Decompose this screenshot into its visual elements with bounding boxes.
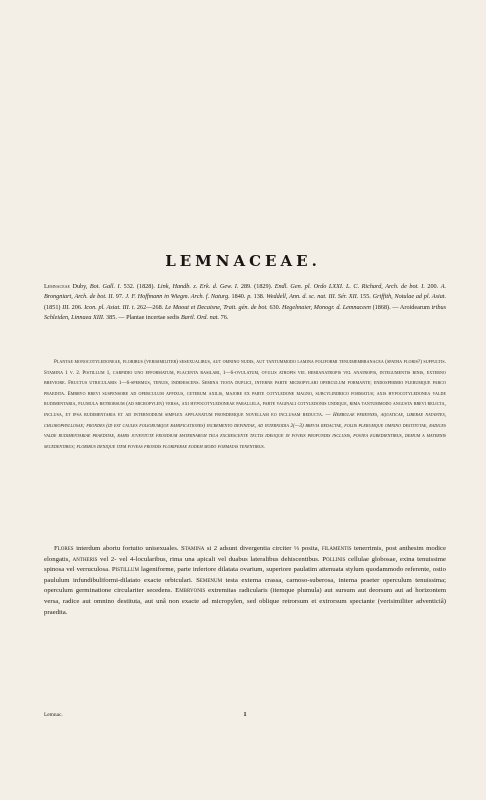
synonymy-text-run: 1840. [229, 293, 248, 301]
synonymy-text-run: 97. [114, 293, 126, 301]
description-term: antheris [72, 555, 98, 563]
description-term: Pollinis [322, 555, 346, 563]
synonymy-text-run: 630. [267, 303, 283, 311]
synonymy-text-run: (1851) [44, 303, 63, 311]
description-text-run: extremitas radicularis (itemque plumula) aut sursum aut deorsum aut ad horizontem versa, radice aut omnino destituta, aut unâ non exacte ad micropylen, sed oblique retrorsum et extrorsum spectante (verisimiliter adventiciâ) praedita. [44, 587, 446, 616]
synonymy-ref: Weddell, Ann. d. sc. nat. III. Sér. XII. [266, 293, 359, 301]
synonymy-text-run: 206. [69, 303, 85, 311]
synonymy-text-run: 385. — Plantae incertae sedis [104, 314, 181, 322]
synonymy-ref: Hegelmaier, Monogr. d. Lemnaceen [282, 303, 371, 311]
synonymy-ref: Endl. Gen. pl. Ordo LXXI. L. C. Richard, Arch. de bot. I. [274, 283, 425, 290]
running-head: Lemnac. [44, 712, 63, 718]
synonymy-paragraph [44, 282, 446, 324]
synonymy-text [44, 282, 446, 324]
synonymy-text-run: 76. [219, 314, 229, 322]
synonymy-ref: Le Maout et Decaisne, Trait. gén. de bot. [164, 303, 268, 311]
synonymy-name: Lemnaceae [44, 283, 71, 290]
description-text-run: si 2 adsunt divergentia circiter [204, 545, 295, 552]
description-term: Embryonis [175, 587, 206, 595]
description-text-run: lageniforme, parte inferiore dilatata ovarium, superiore paulatim attenuata stylum quodammodo referente, ostio paululum infundibuliformi-dilatato exacte orbiculari. [44, 566, 446, 584]
synonymy-ref: Bartl. Ord. nat. [180, 314, 220, 322]
description-term: Semenum [196, 576, 223, 584]
family-title: LEMNACEAE. [165, 252, 321, 270]
description-text-run: interdum abortu fortuito unisexuales. [73, 545, 181, 552]
synonymy-text-run: 200. [424, 283, 441, 290]
synonymy-ref: Icon. pl. Asiat. III. t. [84, 303, 136, 311]
description-term: filamentis [321, 545, 352, 552]
diagnosis-text [44, 357, 446, 452]
description-text-run: testa externa crassa, carnoso-suberosa, interna praeter operculum tenuissima; operculum germinatione circulariter secedens. [44, 576, 446, 595]
description-term: Pistillum [111, 566, 139, 574]
synonymy-text-run: 532. (1828). [121, 283, 158, 290]
synonymy-ref: p. [247, 293, 252, 301]
description-text [44, 544, 446, 618]
synonymy-ref: Griffith, Notulae ad pl. Asiat. [372, 293, 447, 301]
description-text-run: tenerrimis, post anthesim modice elongatis, [44, 545, 446, 563]
synonymy-text-run: Duby, [70, 283, 90, 290]
description-text-run: posita, [299, 545, 322, 552]
description-term: Flores [54, 545, 74, 552]
synonymy-text-run: (1868). — Aroidearum [370, 303, 432, 311]
synonymy-ref: III. [62, 303, 70, 311]
synonymy-text-run: 262—268. [135, 303, 165, 311]
diagnosis-main: Plantae monocotyledoneae, floribus (verisimiliter) sesexualibus, aut omnino nudis, aut tantummodo lamina poliformi tenuimembranacea (spatha floris?) suffultis. Stamina 1 v. 2. Pistillum 1, carpidio uno efformatum, placenta basilari, 1—6-ovulatum, ovulis atropis vel hemianatropis vel anatropis, integumentis binis, externo breviore. Fructus utricularis 1—6-spermus, tenuis, indehiscens. Semina testa duplici, interne parte micropylari operculum formante; endospermio plerumque parco praedita. Embryo brevi suspensore ad operculum affixus, ceterum axilis, majore ex parte cotyledone magno, subcylindrico formatus; axis hypocotyledonea valde rudimentaria, plumula retrorsum (ad micropylen) versa, axi hypocotyledoneae parallela, parte vaginali cotyledonis undique, rima tantummodo angusta brevi relicta, inclusa, et ipsa rudimentaria et ad internodium simplex applanatum frondemque novellam eo inclusam reducta. — [44, 359, 446, 418]
description-term: Stamina [180, 545, 205, 552]
diagnosis-paragraph [44, 357, 446, 452]
description-fraction: ⅓ [294, 545, 300, 552]
synonymy-ref: A. Brongniart, Arch. de bot. II. [44, 283, 447, 301]
synonymy-ref: Bot. Gall. I. [89, 283, 122, 290]
description-text-run: cellulae globosae, exina tenuissime spinosa vel verruculosa. [44, 555, 447, 574]
description-paragraph [44, 544, 446, 618]
synonymy-text-run: 289. (1829). [238, 283, 275, 290]
synonymy-text-run: 138. [251, 293, 267, 301]
description-text-run: vel 2- vel 4-locularibus, rima una apicali vel duabus lateralibus dehiscentibus. [97, 555, 323, 563]
synonymy-text-run: 155. [358, 293, 373, 301]
synonymy-ref: tribus Schleiden, Linnaea XIII. [44, 303, 447, 322]
synonymy-ref: Link, Handb. z. Erk. d. Gew. I. [157, 283, 239, 290]
synonymy-ref: J. F. Hoffmann in Wiegm. Arch. f. Naturg. [125, 293, 230, 301]
page-number: 1 [243, 711, 247, 718]
diagnosis-habit: Herbulae perennes, aquaticae, liberae natantes, chlorophyllosae; frondes (id est caules foliorumque ramificationes) incremento definitae, ad internodia 2(—3) brevia redactae, foliis plerumque omnino destitutae, radices valde rudimentariae praeditae, ramis juventute frondium maternarum tela excrescente tectis ideoque in foveis profundis inclusis, postea egredientibus, demum a maternis secedentibus; floribus denique item foveas frondis floriferae eodem modo formatas tenentibus. [44, 411, 446, 450]
